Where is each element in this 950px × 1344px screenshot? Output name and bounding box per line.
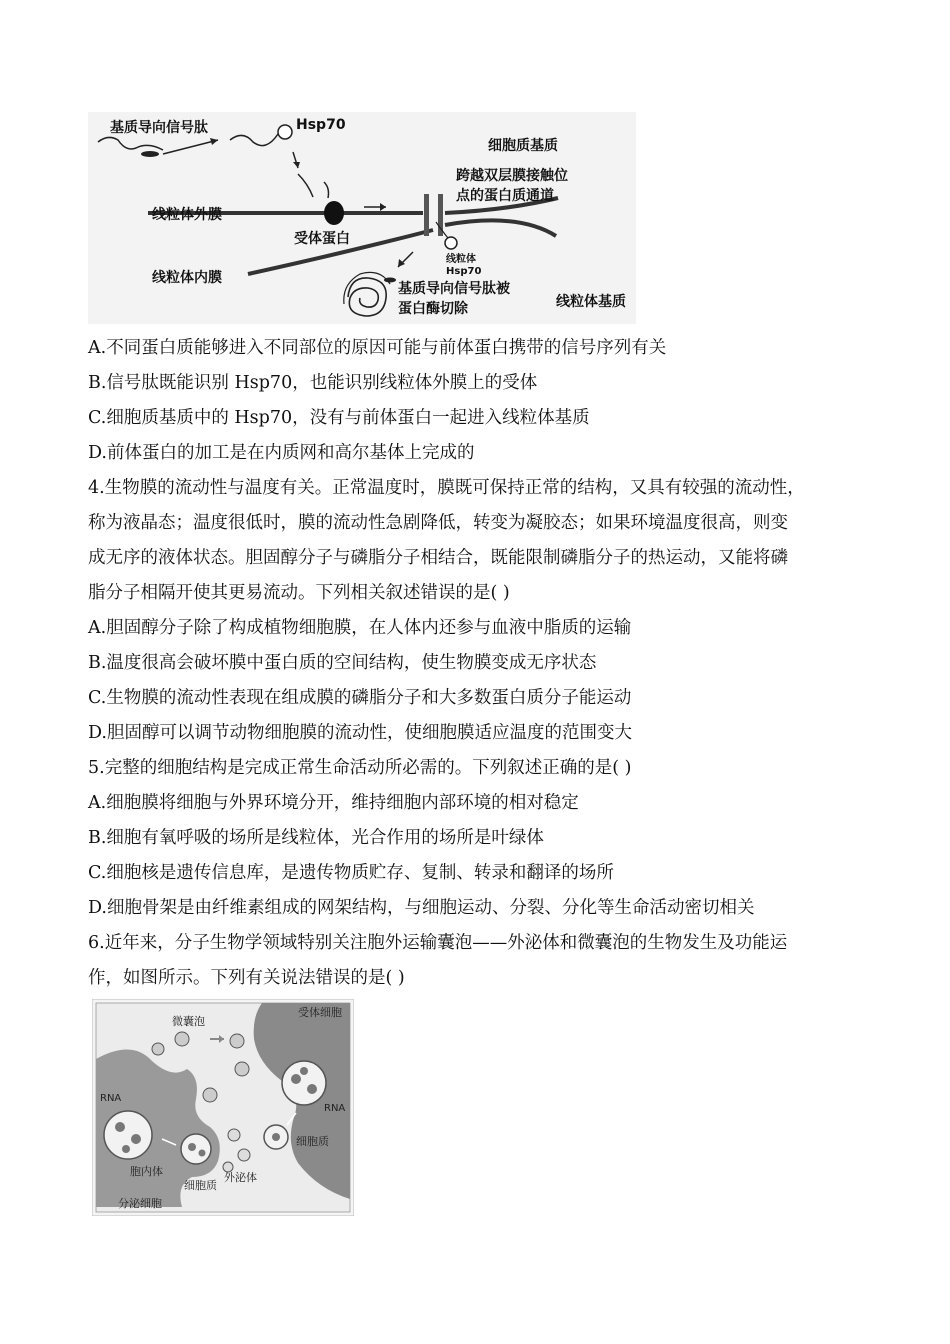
fig2-label-secreting-cell: 分泌细胞: [118, 1197, 162, 1210]
q4-stem-line-1: 4.生物膜的流动性与温度有关。正常温度时，膜既可保持正常的结构，又具有较强的流动性，: [88, 478, 805, 498]
protein-channel: [424, 194, 429, 236]
label-mito-hsp70-1: 线粒体: [446, 254, 476, 265]
q3-option-c: C.细胞质基质中的 Hsp70，没有与前体蛋白一起进入线粒体基质: [88, 408, 590, 428]
q5-option-a: A.细胞膜将细胞与外界环境分开，维持细胞内部环境的相对稳定: [88, 793, 579, 813]
mitochondrial-import-figure: [88, 112, 636, 324]
mito-hsp70-icon: [445, 237, 457, 249]
label-inner-membrane: 线粒体内膜: [152, 270, 222, 286]
label-contact-channel-2: 点的蛋白质通道: [456, 188, 554, 204]
hsp70-icon: [278, 125, 292, 139]
q5-option-d: D.细胞骨架是由纤维素组成的网架结构，与细胞运动、分裂、分化等生命活动密切相关: [88, 898, 755, 918]
vesicle-transport-figure: [92, 999, 354, 1216]
label-mito-hsp70-2: Hsp70: [446, 266, 482, 277]
fig2-label-exosome: 外泌体: [224, 1171, 257, 1184]
exosome-vesicle-icon: [181, 1134, 211, 1164]
fig2-label-endosome: 胞内体: [130, 1165, 163, 1178]
label-outer-membrane: 线粒体外膜: [152, 207, 222, 223]
label-cleaved-1: 基质导向信号肽被: [398, 281, 510, 297]
q3-option-b: B.信号肽既能识别 Hsp70，也能识别线粒体外膜上的受体: [88, 373, 538, 393]
question-text: [88, 331, 868, 996]
label-cleaved-2: 蛋白酶切除: [398, 301, 468, 317]
q3-option-a: A.不同蛋白质能够进入不同部位的原因可能与前体蛋白携带的信号序列有关: [88, 338, 667, 358]
q5-stem: 5.完整的细胞结构是完成正常生命活动所必需的。下列叙述正确的是( ): [88, 758, 632, 778]
q4-option-c: C.生物膜的流动性表现在组成膜的磷脂分子和大多数蛋白质分子能运动: [88, 688, 632, 708]
q4-option-d: D.胆固醇可以调节动物细胞膜的流动性，使细胞膜适应温度的范围变大: [88, 723, 632, 743]
q4-option-b: B.温度很高会破坏膜中蛋白质的空间结构，使生物膜变成无序状态: [88, 653, 597, 673]
fig2-label-cytoplasm-right: 细胞质: [296, 1135, 329, 1148]
receptor-protein-icon: [324, 201, 344, 225]
label-contact-channel-1: 跨越双层膜接触位: [456, 168, 568, 184]
label-receptor: 受体蛋白: [294, 231, 350, 247]
q4-stem-line-2: 称为液晶态；温度很低时，膜的流动性急剧降低，转变为凝胶态；如果环境温度很高，则变: [88, 513, 788, 533]
signal-peptide-icon: [141, 151, 159, 157]
q3-option-d: D.前体蛋白的加工是在内质网和高尔基体上完成的: [88, 443, 475, 463]
q4-stem-line-4: 脂分子相隔开使其更易流动。下列相关叙述错误的是( ): [88, 583, 510, 603]
q6-stem-line-1: 6.近年来，分子生物学领域特别关注胞外运输囊泡——外泌体和微囊泡的生物发生及功能运: [88, 933, 788, 953]
q5-option-c: C.细胞核是遗传信息库，是遗传物质贮存、复制、转录和翻译的场所: [88, 863, 614, 883]
label-signal-peptide: 基质导向信号肽: [110, 120, 208, 136]
q6-stem-line-2: 作，如图所示。下列有关说法错误的是( ): [88, 968, 405, 988]
label-mito-matrix: 线粒体基质: [556, 294, 626, 310]
fig2-label-rna-left: RNA: [100, 1093, 122, 1104]
label-hsp70: Hsp70: [296, 117, 346, 133]
fig2-label-recipient-cell: 受体细胞: [298, 1006, 342, 1019]
q5-option-b: B.细胞有氧呼吸的场所是线粒体，光合作用的场所是叶绿体: [88, 828, 544, 848]
q4-stem-line-3: 成无序的液体状态。胆固醇分子与磷脂分子相结合，既能限制磷脂分子的热运动，又能将磷: [88, 548, 788, 568]
fig2-label-microvesicle: 微囊泡: [172, 1015, 205, 1028]
label-cytoplasm-matrix: 细胞质基质: [488, 138, 558, 154]
q4-option-a: A.胆固醇分子除了构成植物细胞膜，在人体内还参与血液中脂质的运输: [88, 618, 632, 638]
fig2-label-cytoplasm-left: 细胞质: [184, 1179, 217, 1192]
fig2-label-rna-right: RNA: [324, 1103, 346, 1114]
